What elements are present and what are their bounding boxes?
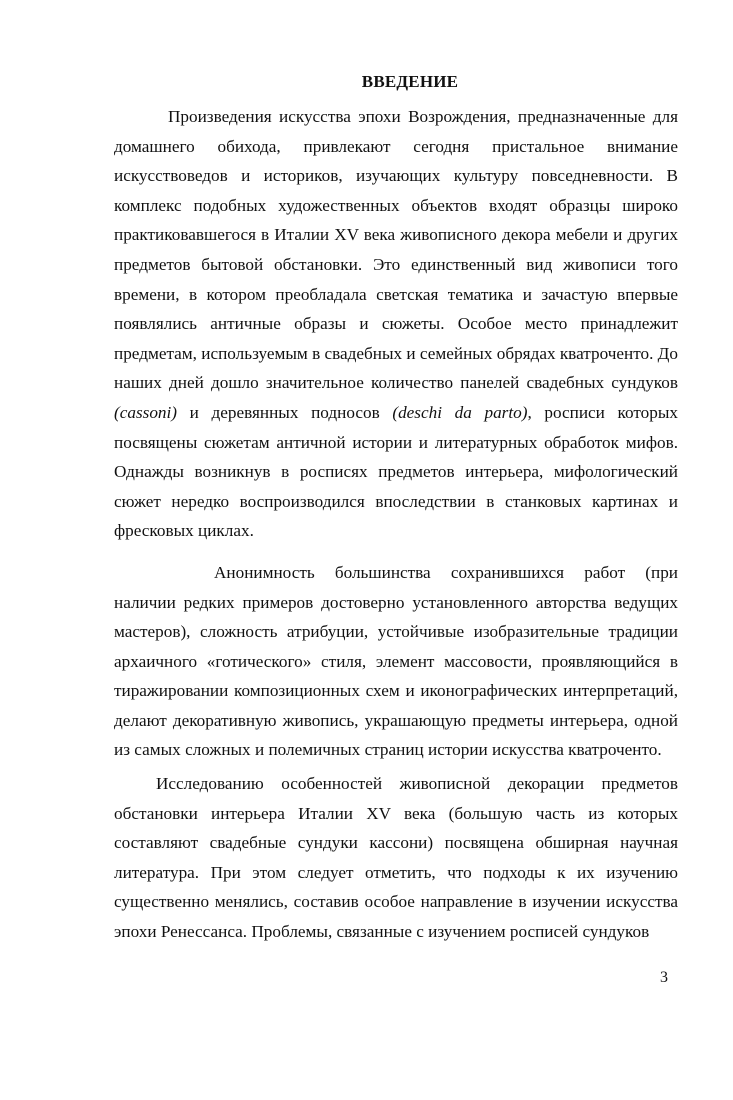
- paragraph-text: , росписи которых посвящены сюжетам античной истории и литературных обработок мифов. Однажды возникнув в росписях предметов интерьера, мифологический сюжет нередко воспроизводился впоследствии в станковых картинах и фресковых циклах.: [114, 402, 678, 541]
- italic-term-cassoni: (cassoni): [114, 402, 178, 422]
- page-title: ВВЕДЕНИЕ: [361, 72, 459, 91]
- italic-term-deschi: (deschi da parto): [392, 402, 528, 422]
- paragraph-text: и деревянных подносов: [177, 402, 393, 422]
- paragraph-text: Произведения искусства эпохи Возрождения, предназначенные для домашнего обихода, привлекают сегодня пристальное внимание искусствоведов и историков, изучающих культуру повседневности. В комплекс подобных художественных объектов входят образцы широко практиковавшегося в Италии XV века живописного декора мебели и других предметов бытовой обстановки. Это единственный вид живописи того времени, в котором преобладала светская тематика и зачастую впервые появлялись античные образы и сюжеты. Особое место принадлежит предметам, используемым в свадебных и семейных обрядах кватроченто. До наших дней дошло значительное количество панелей свадебных сундуков: [114, 107, 678, 393]
- paragraph-introduction: [114, 102, 678, 546]
- page-number: 3: [660, 969, 668, 986]
- body-text: [114, 102, 678, 947]
- paragraph-research: Исследованию особенностей живописной декорации предметов обстановки интерьера Италии XV века (большую часть из которых составляют свадебные сундуки кассони) посвящена обширная научная литература. При этом следует отметить, что подходы к их изучению существенно менялись, составив особое направление в изучении искусства эпохи Ренессанса. Проблемы, связанные с изучением росписей сундуков: [114, 774, 678, 942]
- paragraph-anonymity: Анонимность большинства сохранившихся работ (при наличии редких примеров достоверно установленного авторства ведущих мастеров), сложность атрибуции, устойчивые изобразительные традиции архаичного «готического» стиля, элемент массовости, проявляющийся в тиражировании композиционных схем и иконографических интерпретаций, делают декоративную живопись, украшающую предметы интерьера, одной из самых сложных и полемичных страниц истории искусства кватроченто.: [114, 562, 678, 760]
